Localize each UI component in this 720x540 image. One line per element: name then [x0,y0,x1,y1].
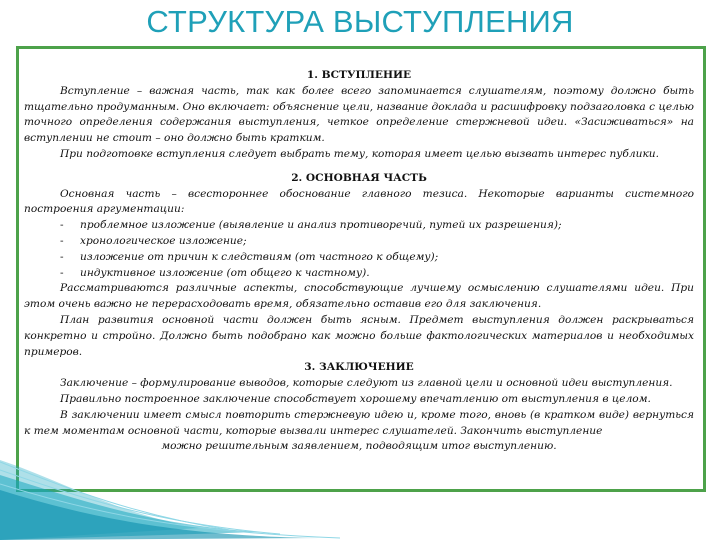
list-item-text: индуктивное изложение (от общего к частному). [80,266,370,279]
list-dash: - [60,266,64,279]
list-item [24,266,694,282]
section-heading-main: 2. ОСНОВНАЯ ЧАСТЬ [291,171,427,184]
list-item [24,234,694,250]
conclusion-paragraph-3: В заключении имеет смысл повторить стержневую идею и, кроме того, вновь (в кратком виде) вернуться к тем моментам основной части, которые вызвали интерес слушателей. Закончить выступление [24,408,694,437]
list-dash: - [60,219,64,232]
list-item-text: хронологическое изложение; [80,234,247,247]
main-paragraph-2: Рассматриваются различные аспекты, способствующие лучшему осмыслению слушателями идеи. При этом очень важно не перерасходовать время, обязательно оставив его для заключения. [24,282,694,311]
section-heading-conclusion: 3. ЗАКЛЮЧЕНИЕ [304,361,414,374]
conclusion-paragraph-1: Заключение – формулирование выводов, которые следуют из главной цели и основной идеи выступления. [60,377,673,390]
conclusion-paragraph-2: Правильно построенное заключение способствует хорошему впечатлению от выступления в целом. [60,392,651,405]
main-paragraph-3: План развития основной части должен быть ясным. Предмет выступления должен раскрываться конкретно и стройно. Должно быть подобрано как можно больше фактологических материалов и необходимых примеров. [24,313,694,358]
document-body [24,68,694,455]
list-item-text: проблемное изложение (выявление и анализ противоречий, путей их разрешения); [80,219,562,232]
intro-paragraph-2: При подготовке вступления следует выбрать тему, которая имеет целью вызвать интерес публики. [60,147,659,160]
list-item [24,250,694,266]
conclusion-paragraph-4: можно решительным заявлением, подводящим итог выступлению. [161,440,557,453]
intro-paragraph-1: Вступление – важная часть, так как более всего запоминается слушателям, поэтому должно быть тщательно продуманным. Оно включает: объяснение цели, название доклада и расшифровку подзаголовка с целью точного определения содержания выступления, четкое определение стержневой идеи. «Засиживаться» на вступлении не стоит – оно должно быть кратким. [24,84,694,145]
list-dash: - [60,234,64,247]
list-item [24,218,694,234]
page-title: СТРУКТУРА ВЫСТУПЛЕНИЯ [146,4,574,39]
list-dash: - [60,250,64,263]
section-heading-intro: 1. ВСТУПЛЕНИЕ [306,69,412,81]
main-paragraph-1: Основная часть – всестороннее обоснование главного тезиса. Некоторые варианты системного построения аргументации: [24,187,694,216]
list-item-text: изложение от причин к следствиям (от частного к общему); [80,250,439,263]
argumentation-list [24,218,694,281]
